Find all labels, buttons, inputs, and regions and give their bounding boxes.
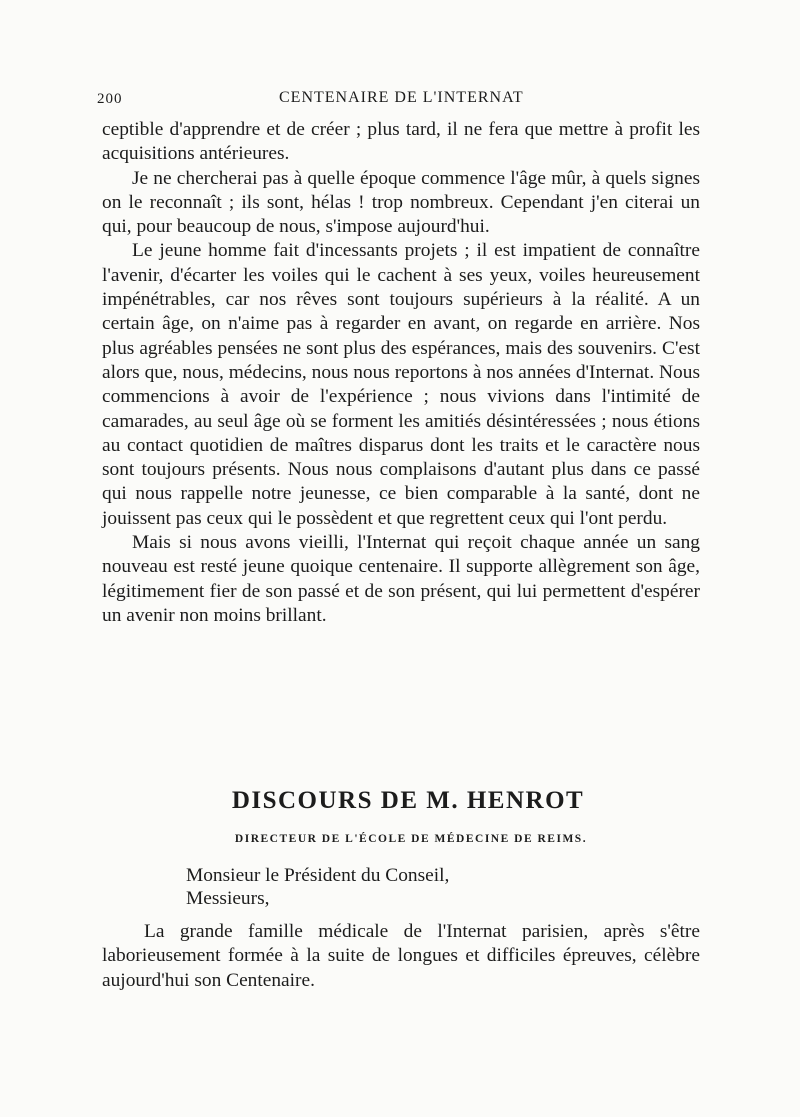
section-subtitle: DIRECTEUR DE L'ÉCOLE DE MÉDECINE DE REIMS.	[234, 833, 588, 845]
speech-section	[102, 786, 700, 993]
body-text	[102, 118, 700, 628]
paragraph: Mais si nous avons vieilli, l'Internat qui reçoit chaque année un sang nouveau est resté jeune quoique centenaire. Il supporte allègrement son âge, légitimement fier de son passé et de son présent, qui lui permettent d'espérer un avenir non moins brillant.	[102, 532, 700, 626]
paragraph-continuation: ceptible d'apprendre et de créer ; plus tard, il ne fera que mettre à profit les acquisitions antérieures.	[102, 119, 700, 165]
paragraph: Le jeune homme fait d'incessants projets ; il est impatient de connaître l'avenir, d'écarter les voiles qui le cachent à ses yeux, voiles heureusement impénétrables, car nos rêves sont toujours supérieurs à la réalité. A un certain âge, on n'aime pas à regarder en avant, on regarde en arrière. Nos plus agréables pensées ne sont plus des espérances, mais des souvenirs. C'est alors que, nous, médecins, nous nous reportons à nos années d'Internat. Nous commencions à avoir de l'expérience ; nous vivions dans l'intimité de camarades, au seul âge où se forment les amitiés désintéressées ; nous étions au contact quotidien de maîtres disparus dont les traits et le caractère nous sont toujours présents. Nous nous complaisons d'autant plus dans ce passé qui nous rappelle notre jeunesse, ce bien comparable à la santé, dont ne jouissent pas ceux qui le possèdent et que regrettent ceux qui l'ont perdu.	[102, 240, 700, 529]
paragraph: Je ne chercherai pas à quelle époque commence l'âge mûr, à quels signes on le reconnaît ; ils sont, hélas ! trop nombreux. Cependant j'en citerai un qui, pour beaucoup de nous, s'impose aujourd'hui.	[102, 167, 700, 238]
running-title: CENTENAIRE DE L'INTERNAT	[279, 89, 524, 106]
section-title: DISCOURS DE M. HENROT	[231, 787, 585, 814]
paragraph: La grande famille médicale de l'Internat parisien, après s'être laborieusement formée à la suite de longues et difficiles épreuves, célèbre aujourd'hui son Centenaire.	[102, 921, 700, 991]
page-header	[97, 87, 707, 111]
salutation-line: Monsieur le Président du Conseil,	[186, 865, 450, 886]
page-number: 200	[97, 91, 123, 107]
salutation-line: Messieurs,	[186, 888, 270, 909]
